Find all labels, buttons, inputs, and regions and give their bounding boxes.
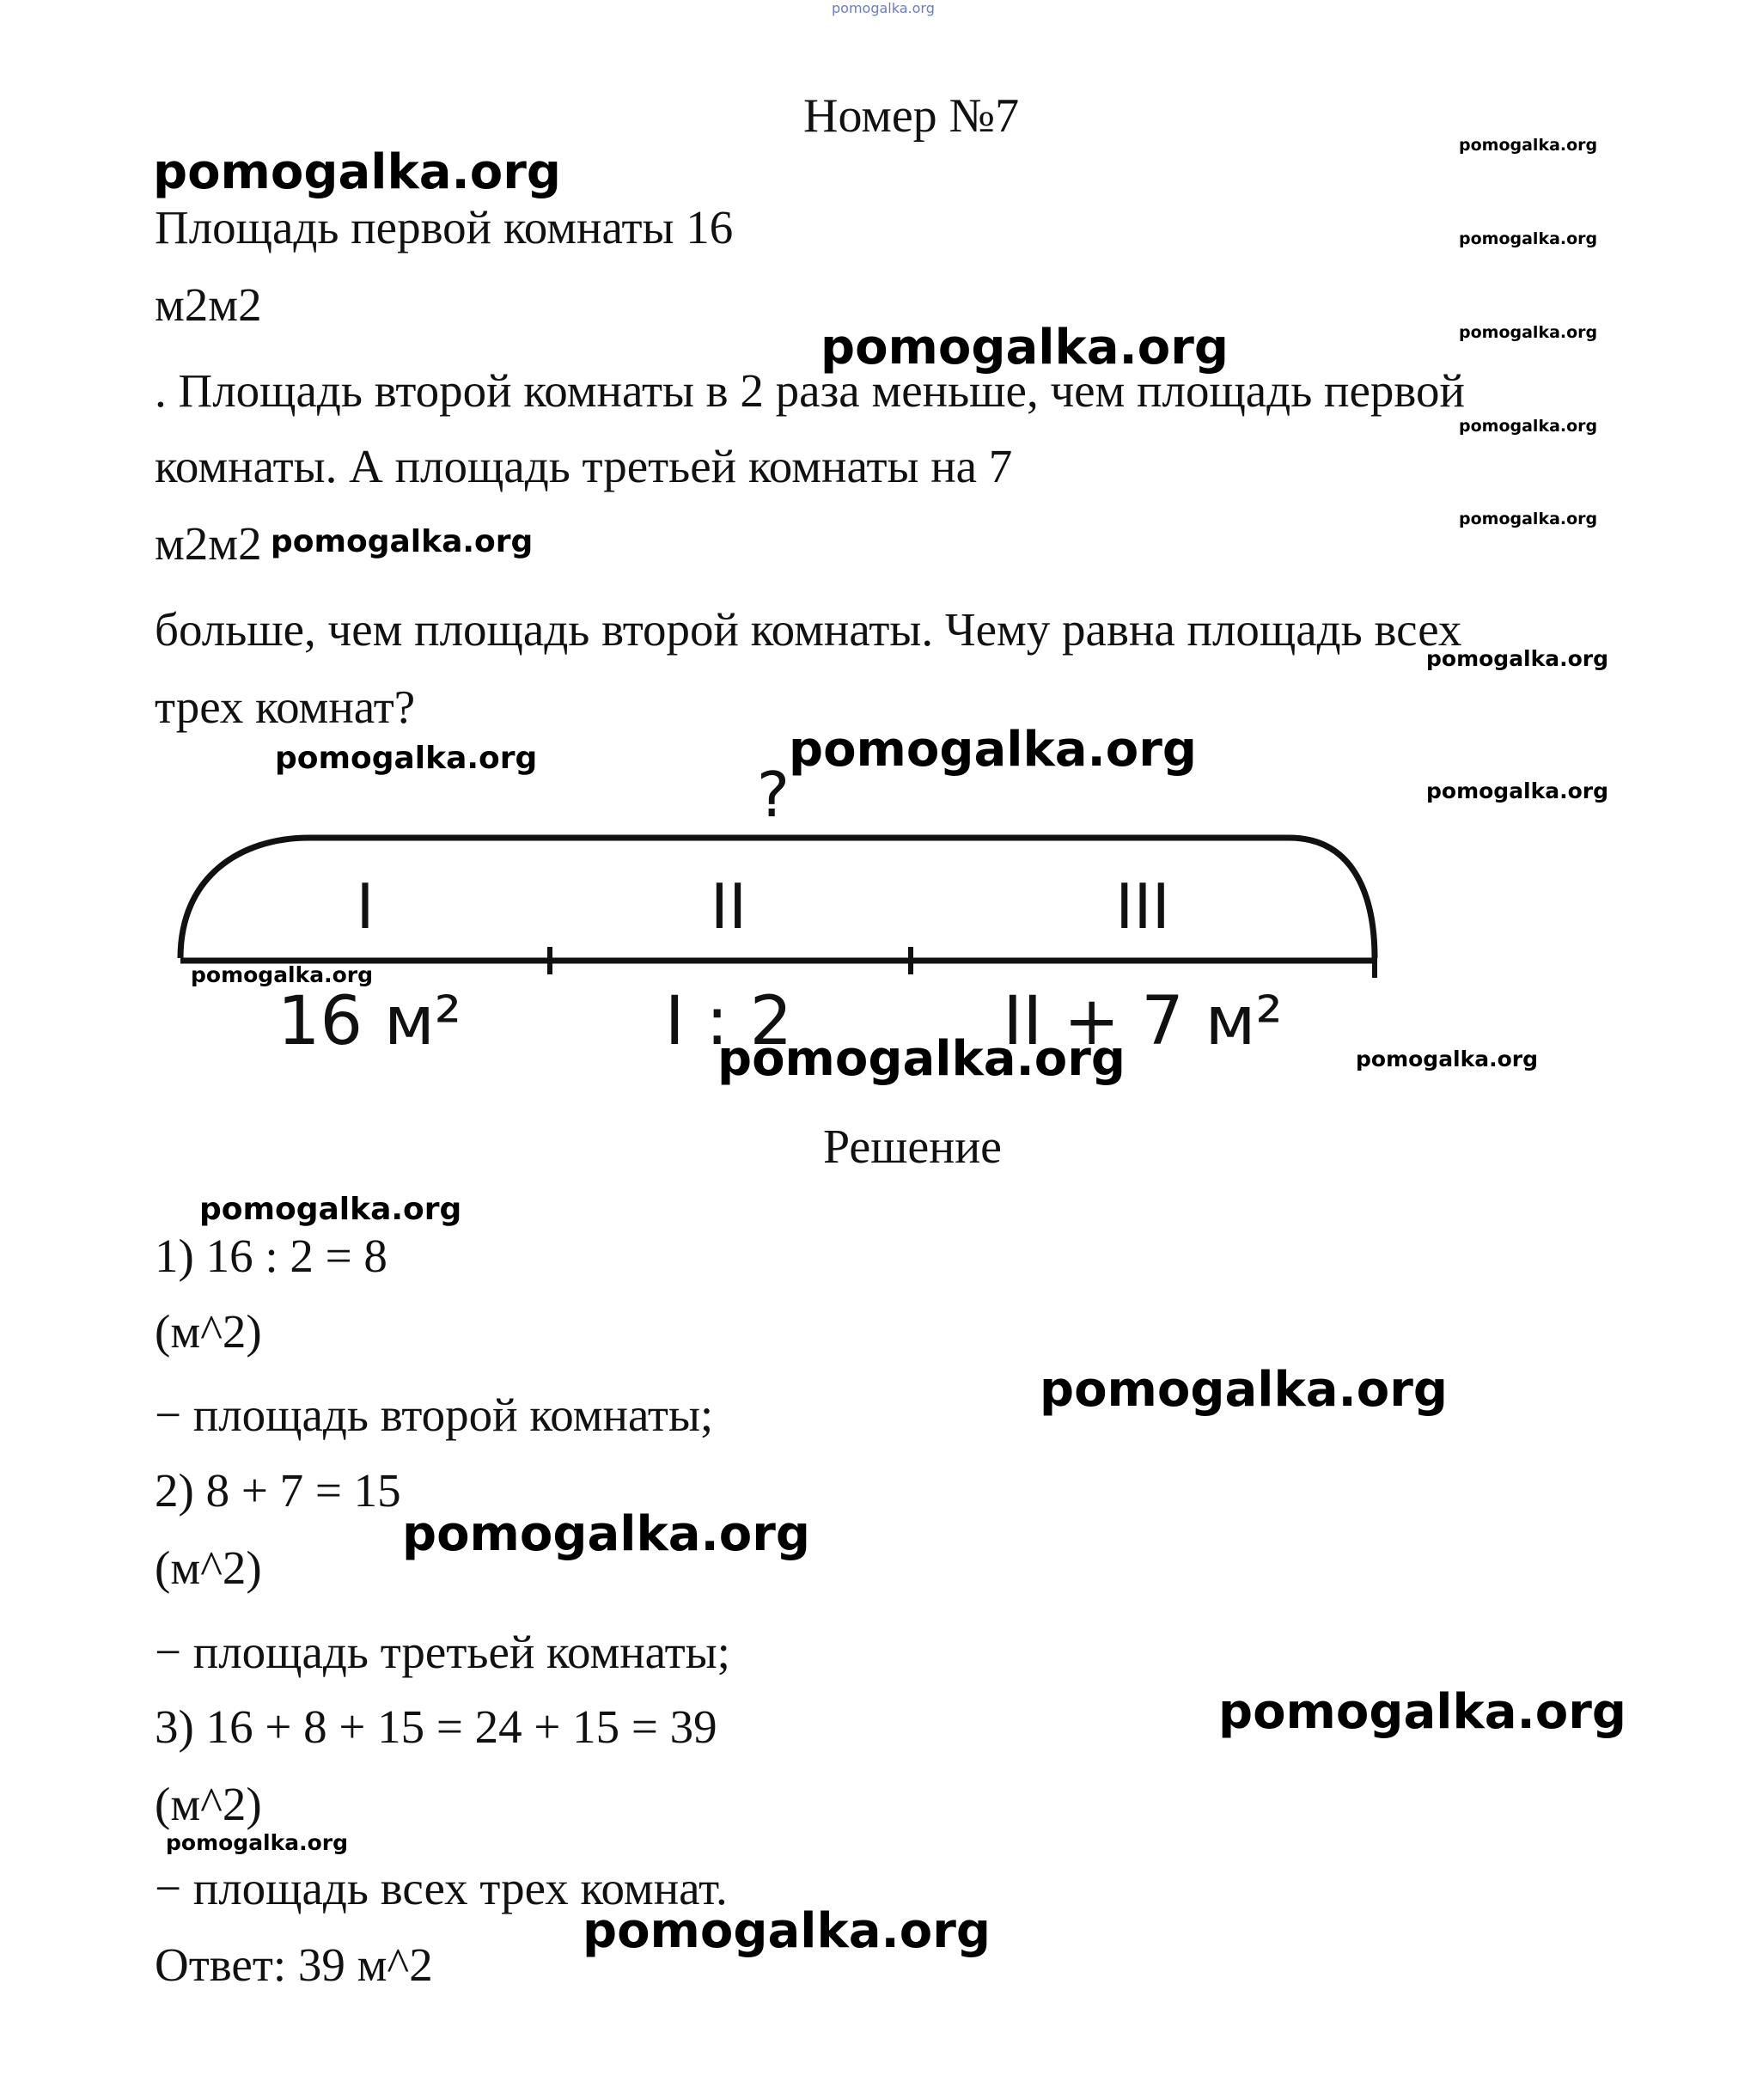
watermark: pomogalka.org: [1356, 1047, 1539, 1071]
problem-line-4: комнаты. А площадь третьей комнаты на 7: [155, 440, 1013, 492]
page-title: Номер №7: [803, 89, 1020, 143]
watermark: pomogalka.org: [789, 722, 1197, 778]
solution-heading: Решение: [823, 1120, 1003, 1174]
diagram-label-1: 16 м²: [277, 983, 462, 1060]
problem-line-7: трех комнат?: [155, 681, 416, 733]
solution-unit-2: (м^2): [155, 1541, 262, 1594]
answer: Ответ: 39 м^2: [155, 1938, 433, 1991]
solution-desc-2: − площадь третьей комнаты;: [155, 1626, 730, 1678]
watermark: pomogalka.org: [1459, 510, 1598, 528]
problem-line-3: . Площадь второй комнаты в 2 раза меньше, чем площадь первой: [155, 364, 1465, 417]
watermark: pomogalka.org: [1459, 323, 1598, 342]
watermark: pomogalka.org: [583, 1903, 991, 1959]
diagram-label-2: I : 2: [664, 983, 793, 1060]
watermark: pomogalka.org: [275, 741, 538, 776]
solution-step-1: 1) 16 : 2 = 8: [155, 1230, 387, 1282]
watermark: pomogalka.org: [271, 524, 534, 559]
diagram-question: ?: [756, 759, 790, 831]
diagram-label-3: II + 7 м²: [1003, 983, 1283, 1060]
diagram-numeral-1: I: [356, 870, 375, 943]
watermark: pomogalka.org: [153, 144, 561, 200]
watermark: pomogalka.org: [1459, 229, 1598, 248]
problem-line-1: Площадь первой комнаты 16: [155, 201, 734, 253]
solution-unit-3: (м^2): [155, 1778, 262, 1830]
watermark: pomogalka.org: [191, 962, 374, 987]
problem-line-5: м2м2: [155, 517, 262, 570]
watermark: pomogalka.org: [199, 1192, 462, 1227]
watermark: pomogalka.org: [1040, 1362, 1448, 1418]
problem-line-2: м2м2: [155, 278, 262, 331]
watermark: pomogalka.org: [1218, 1684, 1626, 1740]
watermark: pomogalka.org: [821, 320, 1229, 375]
watermark: pomogalka.org: [717, 1031, 1126, 1087]
solution-desc-3: − площадь всех трех комнат.: [155, 1862, 728, 1914]
solution-unit-1: (м^2): [155, 1305, 262, 1358]
watermark: pomogalka.org: [166, 1830, 349, 1855]
solution-step-3: 3) 16 + 8 + 15 = 24 + 15 = 39: [155, 1700, 717, 1753]
watermark: pomogalka.org: [1426, 778, 1609, 803]
solution-desc-1: − площадь второй комнаты;: [155, 1389, 714, 1441]
problem-line-6: больше, чем площадь второй комнаты. Чему равна площадь всех: [155, 603, 1462, 656]
watermark: pomogalka.org: [1426, 646, 1609, 671]
watermark: pomogalka.org: [1459, 136, 1598, 155]
watermark: pomogalka.org: [402, 1506, 810, 1562]
diagram-numeral-2: II: [710, 870, 747, 943]
watermark-top: pomogalka.org: [832, 0, 935, 16]
diagram-numeral-3: III: [1115, 870, 1170, 943]
watermark: pomogalka.org: [1459, 417, 1598, 436]
solution-step-2: 2) 8 + 7 = 15: [155, 1464, 401, 1517]
